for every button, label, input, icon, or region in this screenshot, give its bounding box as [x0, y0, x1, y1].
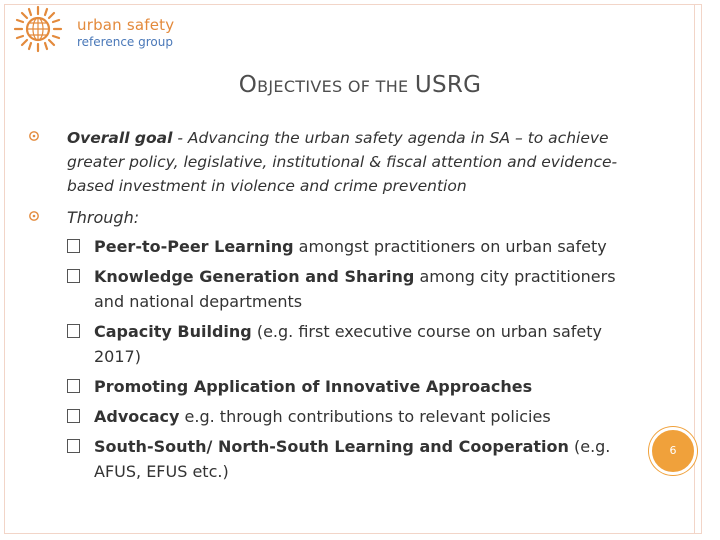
bullet-through [28, 206, 638, 484]
box-bullet-icon [67, 379, 80, 393]
page-number-badge: 6 [649, 427, 697, 475]
bullet-overall-goal [28, 126, 638, 198]
box-bullet-icon [67, 239, 80, 253]
logo [12, 4, 182, 52]
list-item [67, 404, 638, 429]
title-acronym: USRG [414, 72, 482, 98]
overall-goal-label: Overall goal [67, 129, 173, 147]
sun-globe-icon [12, 4, 64, 54]
list-item-text: amongst practitioners on urban safety [293, 237, 607, 256]
list-item [67, 264, 638, 314]
list-item-text: (e.g. first executive course on urban safety 2017) [94, 322, 602, 366]
flower-bullet-icon [28, 210, 40, 222]
overall-goal-text [67, 126, 638, 198]
slide-content [28, 126, 638, 489]
list-item-bold: Peer-to-Peer Learning [94, 237, 294, 256]
overall-goal-description: - Advancing the urban safety agenda in SA – to achieve greater policy, legislative, institutional & fiscal attention and evidence-based investment in violence and crime prevention [67, 129, 618, 195]
list-item-bold: Advocacy [94, 407, 180, 426]
list-item [67, 434, 638, 484]
logo-text-reference-group: reference group [77, 35, 173, 49]
list-item-text: (e.g. AFUS, EFUS etc.) [94, 437, 611, 481]
box-bullet-icon [67, 409, 80, 423]
title-rest: BJECTIVES OF THE [257, 77, 409, 96]
box-bullet-icon [67, 269, 80, 283]
list-item-text: e.g. through contributions to relevant policies [179, 407, 551, 426]
through-list [67, 234, 638, 484]
list-item-bold: Promoting Application of Innovative Approaches [94, 377, 533, 396]
box-bullet-icon [67, 324, 80, 338]
slide-title [0, 72, 720, 98]
list-item-bold: Capacity Building [94, 322, 252, 341]
list-item [67, 319, 638, 369]
logo-text-urban-safety: urban safety [77, 16, 175, 34]
flower-bullet-icon [28, 130, 40, 142]
title-first-letter: O [238, 72, 258, 98]
list-item [67, 374, 638, 399]
box-bullet-icon [67, 439, 80, 453]
list-item-text: among city practitioners and national departments [94, 267, 616, 311]
list-item [67, 234, 638, 259]
through-label: Through: [67, 208, 140, 227]
list-item-bold: South-South/ North-South Learning and Cooperation [94, 437, 569, 456]
list-item-bold: Knowledge Generation and Sharing [94, 267, 415, 286]
